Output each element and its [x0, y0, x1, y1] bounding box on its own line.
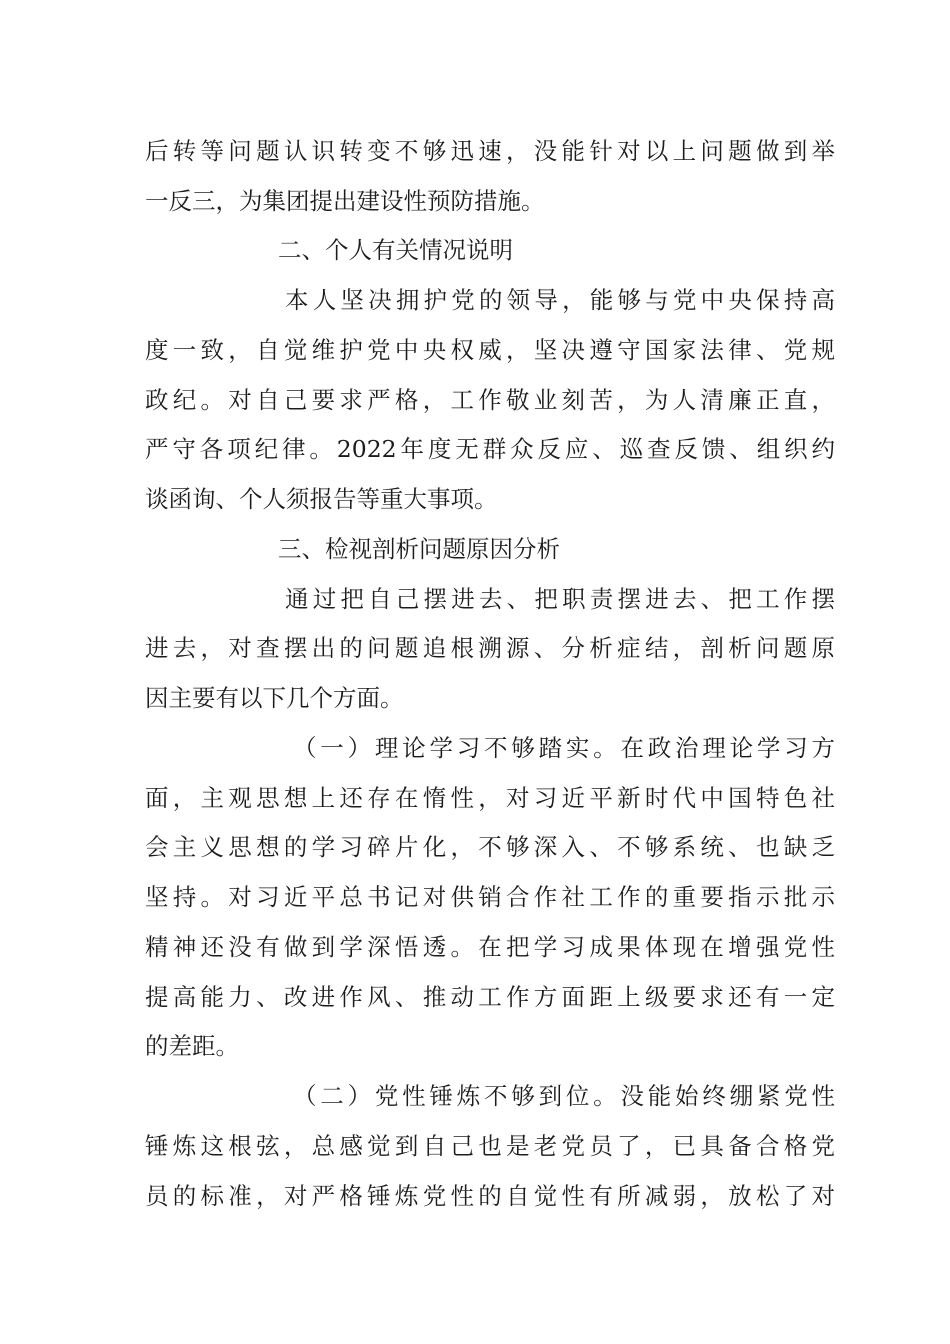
paragraph-line: 政纪。对自己要求严格，工作敬业刻苦，为人清廉正直， — [145, 386, 835, 414]
paragraph-line: 后转等问题认识转变不够迅速，没能针对以上问题做到举 — [145, 137, 835, 165]
paragraph-line: 度一致，自觉维护党中央权威，坚决遵守国家法律、党规 — [145, 336, 835, 364]
paragraph-line: 锤炼这根弦，总感觉到自己也是老党员了，已具备合格党 — [145, 1132, 835, 1160]
paragraph-line: 谈函询、个人须报告等重大事项。 — [145, 485, 498, 513]
paragraph-line: 进去，对查摆出的问题追根溯源、分析症结，剖析问题原 — [145, 634, 835, 662]
paragraph-line: 提高能力、改进作风、推动工作方面距上级要求还有一定 — [145, 983, 835, 1011]
section-heading-3: 三、检视剖析问题原因分析 — [278, 535, 560, 563]
subsection-heading-2: （二）党性锤炼不够到位。没能始终绷紧党性 — [293, 1082, 835, 1110]
paragraph-line: 精神还没有做到学深悟透。在把学习成果体现在增强党性 — [145, 933, 835, 961]
paragraph-line: 的差距。 — [145, 1032, 239, 1060]
paragraph-line: 一反三，为集团提出建设性预防措施。 — [145, 187, 545, 215]
paragraph-line: 严守各项纪律。2022年度无群众反应、巡查反馈、组织约 — [145, 435, 835, 463]
paragraph-line: 通过把自己摆进去、把职责摆进去、把工作摆 — [285, 585, 835, 613]
paragraph-line: 因主要有以下几个方面。 — [145, 684, 404, 712]
paragraph-line: 本人坚决拥护党的领导，能够与党中央保持高 — [285, 286, 835, 314]
paragraph-line: 面，主观思想上还存在惰性，对习近平新时代中国特色社 — [145, 784, 835, 812]
paragraph-line: 坚持。对习近平总书记对供销合作社工作的重要指示批示 — [145, 883, 835, 911]
subsection-heading-1: （一）理论学习不够踏实。在政治理论学习方 — [293, 734, 835, 762]
section-heading-2: 二、个人有关情况说明 — [278, 236, 513, 264]
paragraph-line: 员的标准，对严格锤炼党性的自觉性有所减弱，放松了对 — [145, 1182, 835, 1210]
paragraph-line: 会主义思想的学习碎片化，不够深入、不够系统、也缺乏 — [145, 833, 835, 861]
